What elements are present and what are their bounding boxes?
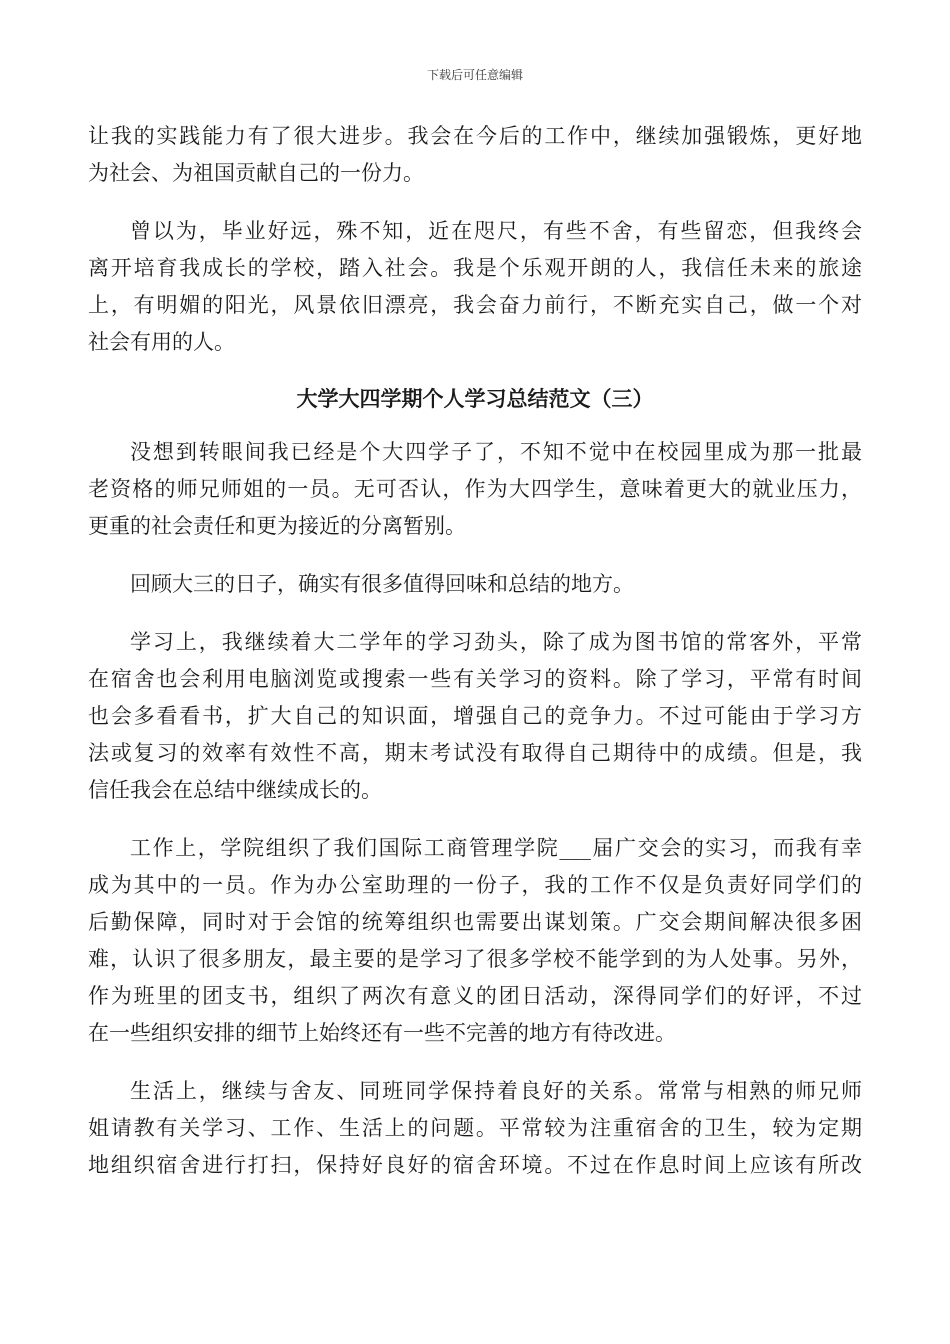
text-line: 上，有明媚的阳光，风景依旧漂亮，我会奋力前行，不断充实自己，做一个对 [88,293,862,317]
text-line: 生活上，继续与舍友、同班同学保持着良好的关系。常常与相熟的师兄师 [130,1079,862,1103]
text-line: 也会多看看书，扩大自己的知识面，增强自己的竞争力。不过可能由于学习方 [88,704,862,728]
page-header: 下载后可任意编辑 [426,68,523,82]
text-line: 后勤保障，同时对于会馆的统筹组织也需要出谋划策。广交会期间解决很多困 [88,910,862,934]
text-line: 法或复习的效率有效性不高，期末考试没有取得自己期待中的成绩。但是，我 [88,741,862,765]
text-line: 让我的实践能力有了很大进步。我会在今后的工作中，继续加强锻炼，更好地 [88,124,862,148]
text-line: 回顾大三的日子，确实有很多值得回味和总结的地方。 [130,572,634,596]
paragraph [88,434,862,545]
text-line: 更重的社会责任和更为接近的分离暂别。 [88,514,466,538]
text-line: 离开培育我成长的学校，踏入社会。我是个乐观开朗的人，我信任未来的旅途 [88,256,862,280]
text-line: 信任我会在总结中继续成长的。 [88,778,382,802]
paragraph [88,213,862,361]
paragraph [88,118,862,192]
text-line: 在一些组织安排的细节上始终还有一些不完善的地方有待改进。 [88,1021,676,1045]
text-line: 曾以为，毕业好远，殊不知，近在咫尺，有些不舍，有些留恋，但我终会 [130,219,862,243]
text-line: 学习上，我继续着大二学年的学习劲头，除了成为图书馆的常客外，平常 [130,630,862,654]
paragraph [88,624,862,809]
text-line: 在宿舍也会利用电脑浏览或搜索一些有关学习的资料。除了学习，平常有时间 [88,667,862,691]
text-line: 作为班里的团支书，组织了两次有意义的团日活动，深得同学们的好评，不过 [88,984,862,1008]
text-line: 工作上，学院组织了我们国际工商管理学院___届广交会的实习，而我有幸 [130,836,862,860]
document-body [88,118,862,1184]
text-line: 地组织宿舍进行打扫，保持好良好的宿舍环境。不过在作息时间上应该有所改 [88,1153,862,1177]
paragraph [88,566,862,603]
text-line: 难，认识了很多朋友，最主要的是学习了很多学校不能学到的为人处事。另外， [88,947,862,971]
text-line: 社会有用的人。 [88,330,235,354]
text-line: 没想到转眼间我已经是个大四学子了，不知不觉中在校园里成为那一批最 [130,440,862,464]
text-line: 为社会、为祖国贡献自己的一份力。 [88,161,424,185]
text-line: 老资格的师兄师姐的一员。无可否认，作为大四学生，意味着更大的就业压力， [88,477,862,501]
section-title: 大学大四学期个人学习总结范文（三） [296,387,654,411]
paragraph [88,1073,862,1184]
text-line: 姐请教有关学习、工作、生活上的问题。平常较为注重宿舍的卫生，较为定期 [88,1116,862,1140]
text-line: 成为其中的一员。作为办公室助理的一份子，我的工作不仅是负责好同学们的 [88,873,862,897]
paragraph [88,830,862,1052]
